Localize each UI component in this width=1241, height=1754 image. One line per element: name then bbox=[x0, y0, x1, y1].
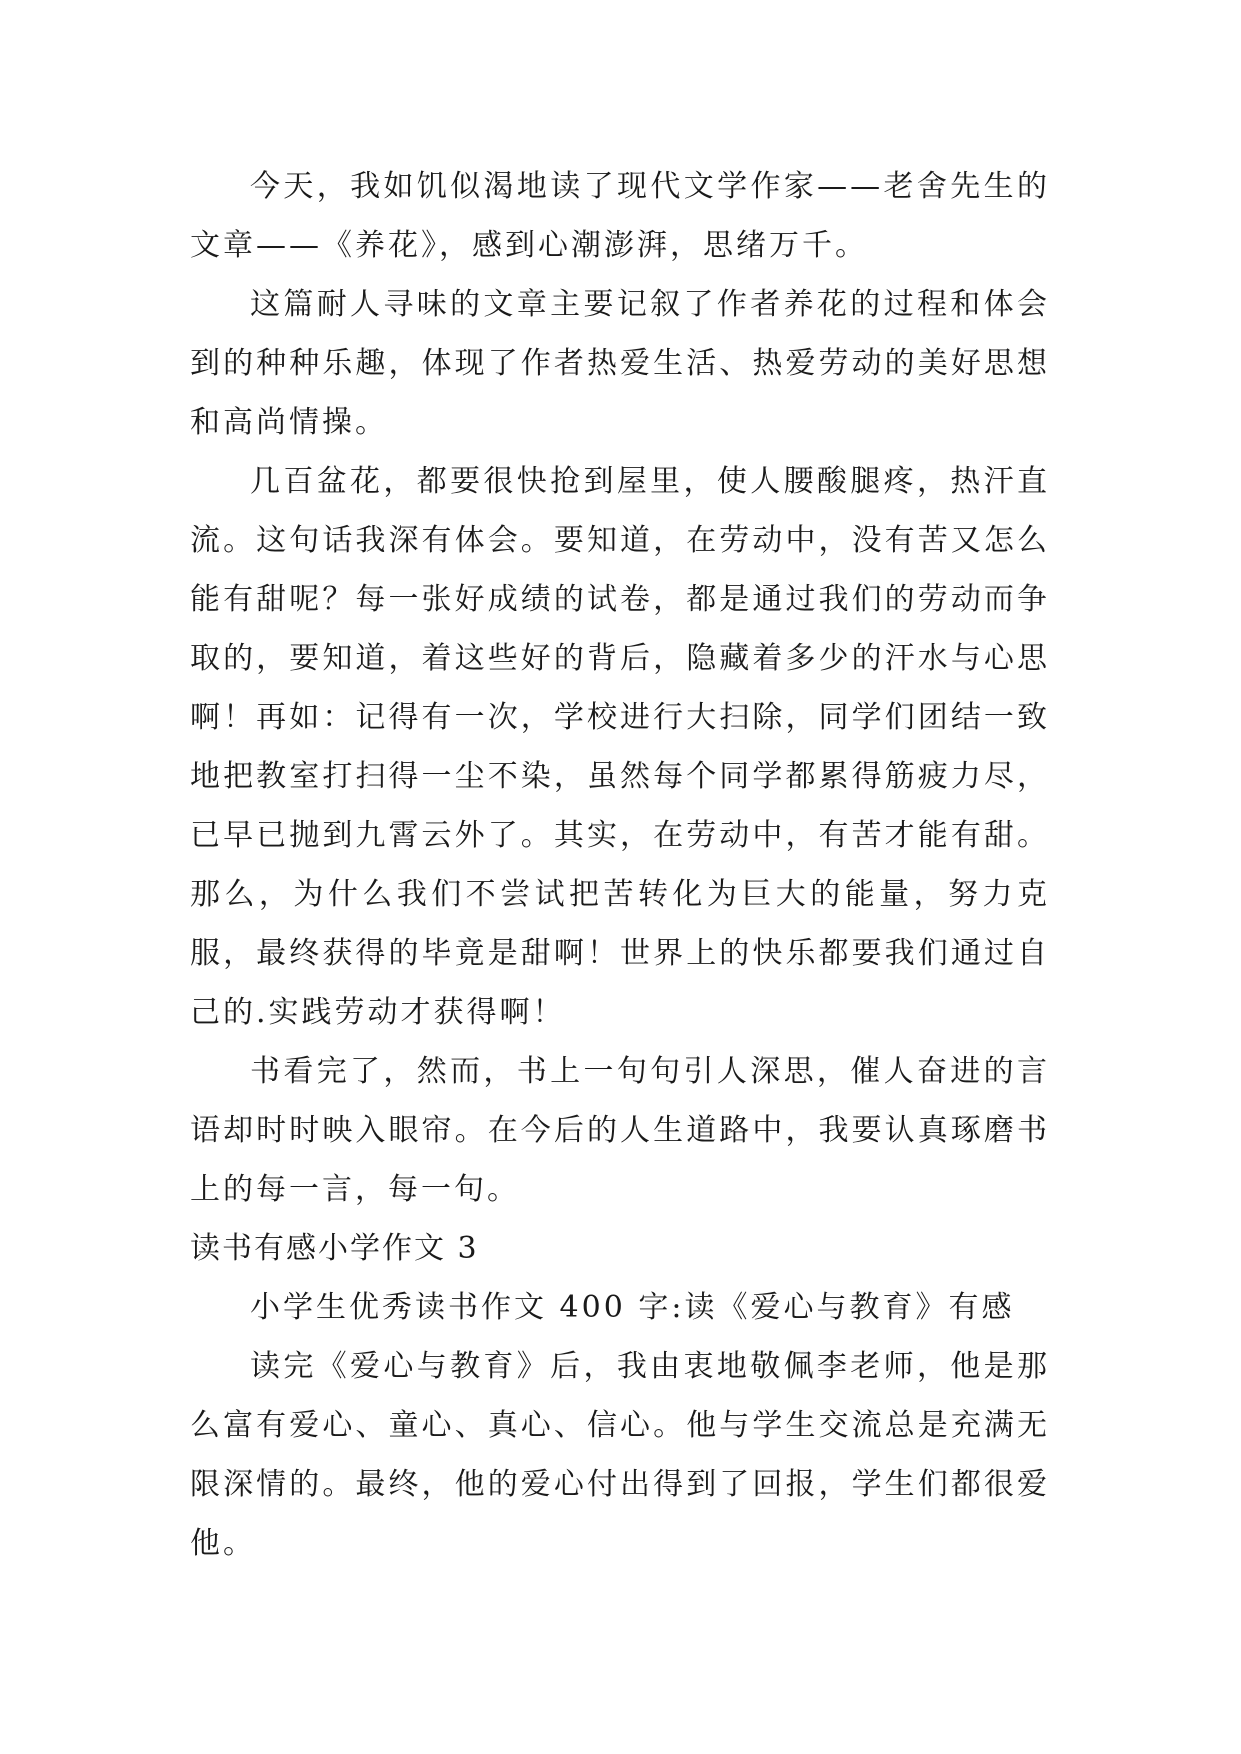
paragraph-4: 书看完了，然而，书上一句句引人深思，催人奋进的言语却时时映入眼帘。在今后的人生道路中，我要认真琢磨书上的每一言，每一句。 bbox=[190, 1054, 1050, 1207]
paragraph-5: 读完《爱心与教育》后，我由衷地敬佩李老师，他是那么富有爱心、童心、真心、信心。他与学生交流总是充满无限深情的。最终，他的爱心付出得到了回报，学生们都很爱他。 bbox=[190, 1349, 1050, 1561]
section-heading: 读书有感小学作文 3 bbox=[190, 1231, 479, 1266]
essay-subtitle: 小学生优秀读书作文 400 字:读《爱心与教育》有感 bbox=[250, 1290, 1015, 1325]
paragraph-3: 几百盆花，都要很快抢到屋里，使人腰酸腿疼，热汗直流。这句话我深有体会。要知道，在劳动中，没有苦又怎么能有甜呢？每一张好成绩的试卷，都是通过我们的劳动而争取的，要知道，着这些好的背后，隐藏着多少的汗水与心思啊！再如：记得有一次，学校进行大扫除，同学们团结一致地把教室打扫得一尘不染，虽然每个同学都累得筋疲力尽，已早已抛到九霄云外了。其实，在劳动中，有苦才能有甜。那么，为什么我们不尝试把苦转化为巨大的能量，努力克服，最终获得的毕竟是甜啊！世界上的快乐都要我们通过自己的.实践劳动才获得啊！ bbox=[190, 464, 1050, 1030]
paragraph-1: 今天，我如饥似渴地读了现代文学作家——老舍先生的文章——《养花》，感到心潮澎湃，思绪万千。 bbox=[190, 169, 1050, 263]
paragraph-2: 这篇耐人寻味的文章主要记叙了作者养花的过程和体会到的种种乐趣，体现了作者热爱生活、热爱劳动的美好思想和高尚情操。 bbox=[190, 287, 1050, 440]
document-body bbox=[190, 157, 1050, 1573]
